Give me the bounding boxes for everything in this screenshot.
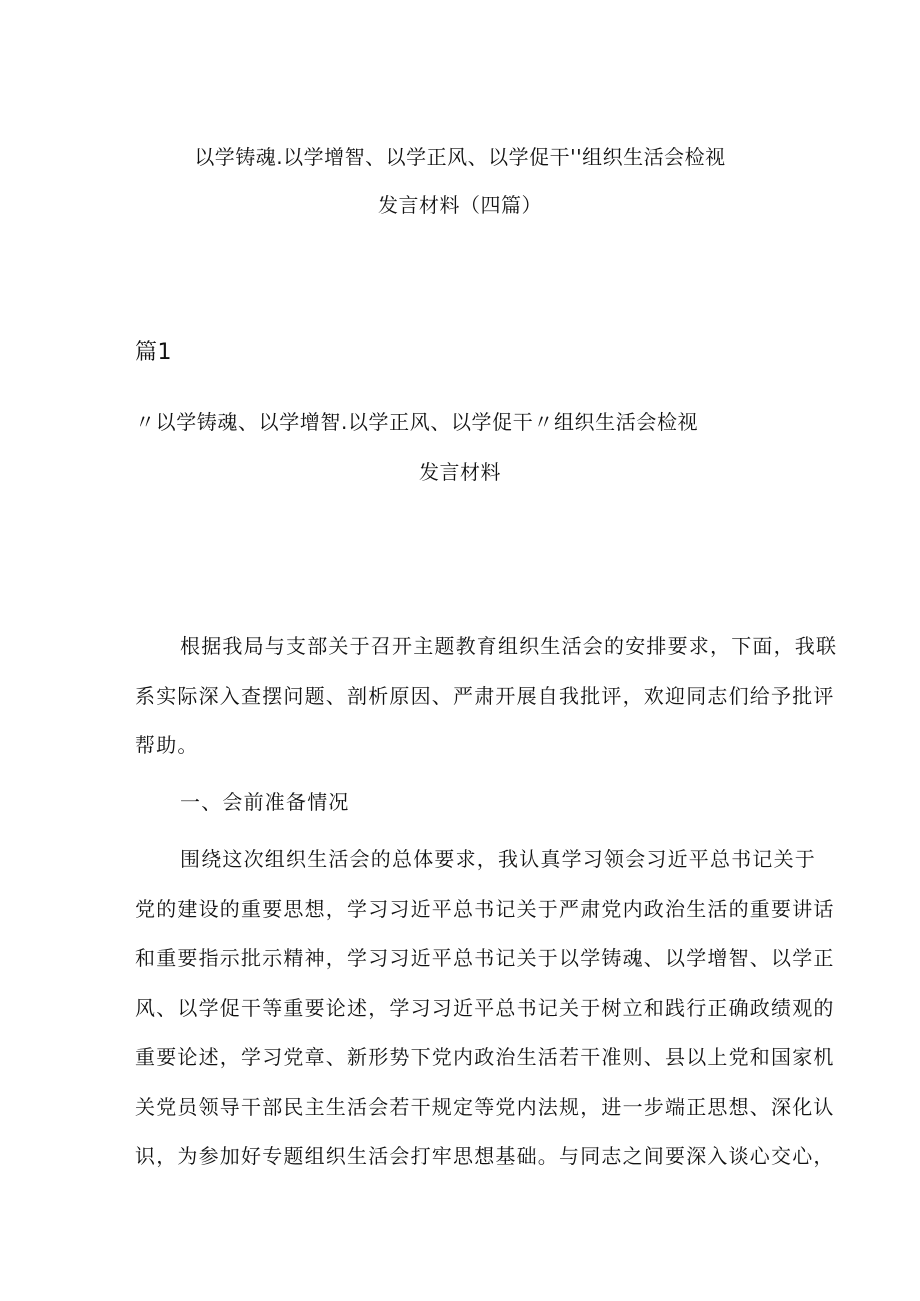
main-title-line-1: 以学铸魂.以学增智、以学正风、以学促干''组织生活会检视 [194, 145, 726, 169]
body-paragraph-line-1: 围绕这次组织生活会的总体要求，我认真学习领会习近平总书记关于 [180, 847, 816, 871]
section-heading: 一、会前准备情况 [180, 790, 350, 814]
main-title-line-2: 发言材料（四篇） [378, 193, 542, 217]
body-paragraph-line-4: 风、以学促干等重要论述，学习习近平总书记关于树立和践行正确政绩观的 [135, 996, 835, 1020]
section-title-line-1: 〃以学铸魂、以学增智.以学正风、以学促干〃组织生活会检视 [135, 410, 699, 434]
body-paragraph-line-3: 和重要指示批示精神，学习习近平总书记关于以学铸魂、以学增智、以学正 [135, 946, 835, 970]
body-paragraph-line-7: 识，为参加好专题组织生活会打牢思想基础。与同志之间要深入谈心交心， [135, 1144, 835, 1168]
section-label: 篇1 [135, 340, 172, 365]
intro-paragraph-line-2: 系实际深入查摆问题、剖析原因、严肃开展自我批评，欢迎同志们给予批评 [135, 684, 835, 708]
intro-paragraph-line-1: 根据我局与支部关于召开主题教育组织生活会的安排要求，下面，我联 [180, 634, 838, 658]
body-paragraph-line-2: 党的建设的重要思想，学习习近平总书记关于严肃党内政治生活的重要讲话 [135, 897, 835, 921]
section-title-line-2: 发言材料 [419, 460, 501, 484]
body-paragraph-line-5: 重要论述，学习党章、新形势下党内政治生活若干准则、县以上党和国家机 [135, 1045, 835, 1069]
intro-paragraph-line-3: 帮助。 [135, 733, 199, 757]
body-paragraph-line-6: 关党员领导干部民主生活会若干规定等党内法规，进一步端正思想、深化认 [135, 1095, 835, 1119]
